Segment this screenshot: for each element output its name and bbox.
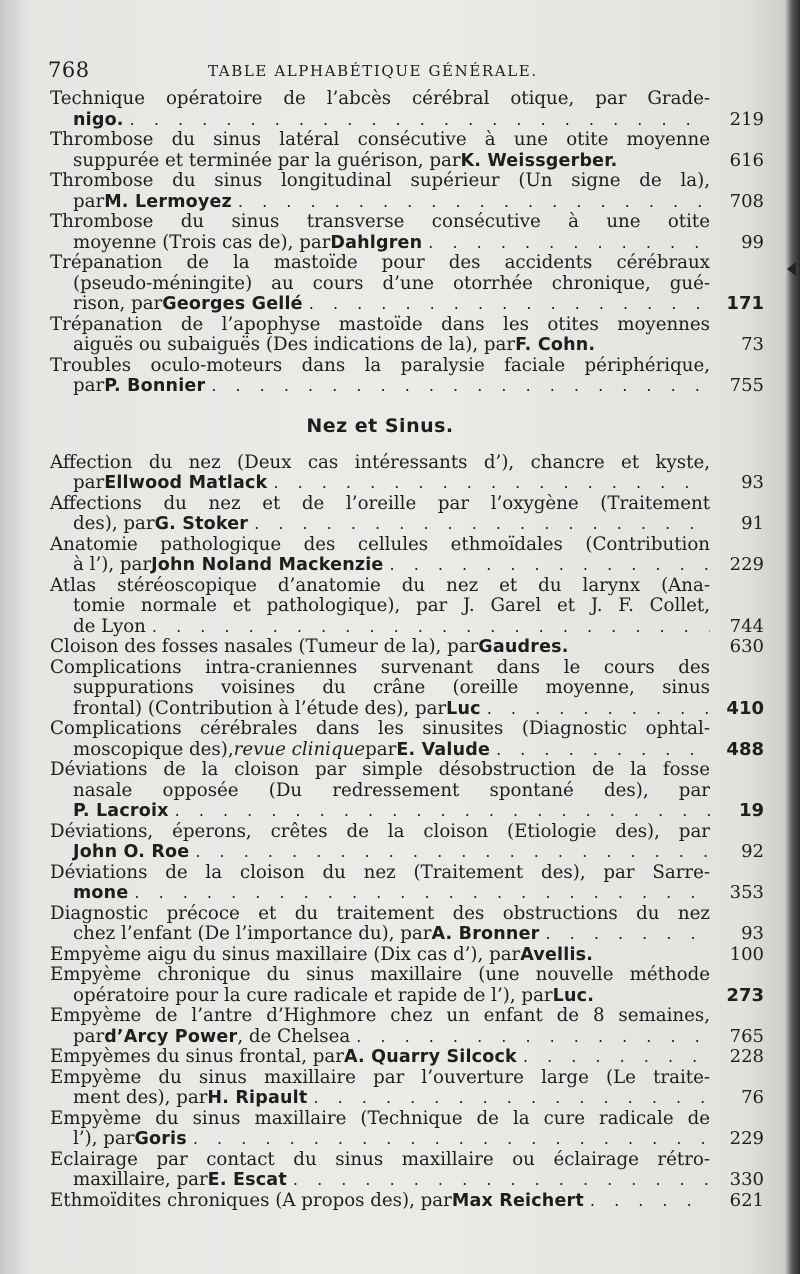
entry-page-number: 219 — [729, 108, 764, 130]
entry-text: aiguës ou subaiguës (Des indications de la), par — [73, 334, 516, 355]
entry-author: Luc — [446, 698, 481, 719]
entry-author: P. Lacroix — [73, 801, 169, 821]
entry-page-number: 92 — [741, 841, 764, 862]
index-entry — [50, 1107, 764, 1150]
entry-author: John Noland Mackenzie — [151, 555, 384, 575]
entry-page-number: 93 — [741, 472, 764, 493]
entry-last-line — [50, 923, 764, 945]
entry-page-number: 616 — [729, 149, 764, 171]
index-entry — [50, 964, 764, 1006]
index-entry — [50, 313, 764, 356]
entry-text: l’), par — [73, 1128, 135, 1149]
dot-leader — [273, 473, 710, 494]
dot-leader — [211, 376, 710, 397]
entry-last-line — [50, 1046, 764, 1068]
entry-author: mone — [73, 883, 129, 903]
index-entry — [50, 451, 764, 494]
entry-line: tomie normale et pathologique), par J. Garel et J. F. Collet, — [73, 595, 710, 616]
entry-text: Ethmoïdites chroniques (A propos des), par — [50, 1189, 452, 1211]
entry-author: E. Valude — [396, 739, 491, 760]
entry-author: A. Bronner — [431, 924, 540, 944]
entry-page-number: 228 — [729, 1046, 764, 1067]
index-entry — [50, 1066, 764, 1109]
entry-page-number: 76 — [741, 1087, 764, 1108]
entry-author: Dahlgren — [330, 232, 423, 253]
section-title: Nez et Sinus. — [306, 414, 454, 437]
entry-line: Anatomie pathologique des cellules ethmoïdales (Contribution — [50, 533, 710, 555]
entry-page-number: 744 — [729, 615, 764, 637]
entry-text: par — [365, 738, 397, 760]
entry-last-line — [50, 636, 764, 658]
entry-text: des), par — [73, 513, 155, 534]
dot-leader — [313, 1088, 710, 1109]
entry-text: maxillaire, par — [73, 1169, 208, 1190]
dot-leader — [309, 294, 710, 315]
entry-page-number: 19 — [738, 800, 764, 821]
entry-page-number: 229 — [729, 554, 764, 575]
entry-last-line — [50, 697, 764, 720]
entry-author: Goris — [134, 1129, 187, 1149]
entry-text: chez l’enfant (De l’importance du), par — [73, 923, 432, 944]
entry-text: par — [73, 1025, 105, 1047]
entry-author: Ellwood Matlack — [104, 473, 268, 493]
entries-nez-et-sinus — [50, 451, 764, 1212]
page-number: 768 — [48, 58, 90, 82]
entry-last-line — [50, 334, 764, 356]
index-entry — [50, 902, 764, 945]
entry-line: Trépanation de la mastoïde pour des accidents cérébraux — [50, 252, 710, 273]
entry-page-number: 171 — [726, 293, 764, 314]
entry-author: E. Escat — [207, 1170, 287, 1190]
index-entry — [50, 354, 764, 397]
entry-last-line — [50, 1189, 764, 1212]
entry-line: Affections du nez et de l’oreille par l’oxygène (Traitement — [50, 492, 710, 514]
index-entry — [50, 943, 764, 966]
entry-last-line — [50, 375, 764, 397]
index-entry — [50, 129, 764, 171]
entry-text: Cloison des fosses nasales (Tumeur de la), par — [50, 636, 479, 657]
entry-author: John O. Roe — [73, 842, 190, 862]
entry-author: P. Bonnier — [104, 376, 206, 396]
page-header — [48, 58, 748, 84]
entry-author: Georges Gellé — [162, 294, 303, 314]
entry-italic: revue clinique — [233, 738, 366, 760]
entry-last-line — [50, 513, 764, 535]
entry-text: Empyème aigu du sinus maxillaire (Dix cas d’), par — [50, 943, 521, 965]
dot-leader — [487, 699, 710, 720]
entry-last-line — [50, 554, 764, 576]
entry-text: par — [73, 190, 105, 212]
entry-last-line — [50, 1169, 764, 1191]
entry-line: nasale opposée (Du redressement spontané des), par — [73, 779, 710, 801]
entry-page-number: 229 — [729, 1128, 764, 1149]
entry-line: Technique opératoire de l’abcès cérébral otique, par Grade- — [50, 88, 710, 109]
entry-page-number: 765 — [729, 1025, 764, 1047]
entry-last-line — [50, 943, 764, 966]
entry-last-line — [50, 231, 764, 254]
entry-author: A. Quarry Silcock — [343, 1047, 517, 1067]
entry-last-line — [50, 738, 764, 761]
entry-last-line — [50, 615, 764, 638]
dot-leader — [523, 1047, 710, 1068]
dot-leader — [134, 883, 710, 904]
entry-author: G. Stoker — [154, 514, 249, 534]
entry-line: Troubles oculo-moteurs dans la paralysie faciale périphérique, — [50, 354, 710, 376]
dot-leader — [238, 192, 710, 213]
entry-page-number: 630 — [729, 636, 764, 657]
entry-author: Max Reichert — [451, 1190, 584, 1211]
entry-last-line — [50, 149, 764, 172]
entry-line: suppurations voisines du crâne (oreille moyenne, sinus — [73, 677, 710, 698]
dot-leader — [545, 924, 710, 945]
dot-leader — [195, 842, 710, 863]
entry-text: opératoire pour la cure radicale et rapide de l’), par — [73, 984, 553, 1006]
entry-line: Diagnostic précoce et du traitement des obstructions du nez — [50, 902, 710, 924]
entry-line: Eclairage par contact du sinus maxillaire ou éclairage rétro- — [50, 1148, 710, 1170]
entry-author: Avellis. — [520, 944, 594, 965]
entry-author: Gaudres. — [478, 637, 569, 657]
dot-leader — [428, 233, 710, 254]
entry-line: Atlas stéréoscopique d’anatomie du nez et du larynx (Ana- — [50, 574, 710, 596]
entry-text: ment des), par — [73, 1087, 208, 1108]
entry-line: Déviations de la cloison par simple désobstruction de la fosse — [50, 759, 710, 780]
index-entry — [50, 1046, 764, 1068]
entry-page-number: 91 — [741, 513, 764, 534]
index-entry — [50, 252, 764, 315]
dot-leader — [390, 555, 710, 576]
entry-last-line — [50, 800, 764, 822]
entry-line: Déviations, éperons, crêtes de la cloison (Etiologie des), par — [50, 820, 710, 842]
entry-text: suppurée et terminée par la guérison, par — [73, 149, 461, 171]
entry-page-number: 488 — [726, 738, 764, 760]
dot-leader — [590, 1191, 710, 1212]
entry-author: nigo. — [73, 109, 124, 130]
index-entries — [50, 88, 764, 1211]
entry-last-line — [50, 108, 764, 131]
entry-last-line — [50, 1128, 764, 1150]
entry-last-line — [50, 841, 764, 863]
entry-last-line — [50, 1025, 764, 1048]
index-entry — [50, 211, 764, 253]
entry-page-number: 93 — [741, 923, 764, 944]
entry-text: , de Chelsea — [237, 1025, 351, 1047]
entry-page-number: 353 — [729, 882, 764, 903]
dot-leader — [293, 1170, 710, 1191]
index-entry — [50, 759, 764, 822]
running-title: TABLE ALPHABÉTIQUE GÉNÉRALE. — [208, 62, 538, 80]
entry-line: Thrombose du sinus transverse consécutive à une otite — [50, 211, 710, 232]
entry-line: Empyème de l’antre d’Highmore chez un enfant de 8 semaines, — [50, 1005, 710, 1026]
entry-line: Empyème du sinus maxillaire par l’ouverture large (Le traite- — [50, 1066, 710, 1088]
entry-page-number: 273 — [726, 984, 764, 1006]
entry-last-line — [50, 190, 764, 213]
entry-last-line — [50, 293, 764, 315]
index-entry — [50, 1148, 764, 1191]
entry-text: moyenne (Trois cas de), par — [73, 231, 331, 253]
page-edge-mark — [787, 262, 796, 276]
entry-line: Déviations de la cloison du nez (Traitement des), par Sarre- — [50, 861, 710, 883]
entry-page-number: 708 — [729, 190, 764, 212]
dot-leader — [496, 740, 710, 761]
entry-line: Empyème chronique du sinus maxillaire (une nouvelle méthode — [50, 964, 710, 985]
entry-page-number: 621 — [729, 1189, 764, 1211]
index-entry — [50, 492, 764, 535]
entry-author: H. Ripault — [207, 1088, 308, 1108]
entry-last-line — [50, 1087, 764, 1109]
index-entry — [50, 718, 764, 760]
entry-line: Affection du nez (Deux cas intéressants d’), chancre et kyste, — [50, 451, 710, 473]
entry-author: F. Cohn. — [515, 335, 596, 355]
entry-author: d’Arcy Power — [104, 1026, 238, 1047]
dot-leader — [152, 617, 710, 638]
index-entry — [50, 1005, 764, 1047]
entry-text: par — [73, 472, 105, 493]
entry-page-number: 330 — [729, 1169, 764, 1190]
entry-text: moscopique des), — [73, 738, 234, 760]
dot-leader — [193, 1129, 710, 1150]
dot-leader — [356, 1027, 710, 1048]
entry-text: rison, par — [73, 293, 163, 314]
entry-text: Empyèmes du sinus frontal, par — [50, 1046, 344, 1067]
entry-page-number: 100 — [729, 943, 764, 965]
entry-line: Trépanation de l’apophyse mastoïde dans les otites moyennes — [50, 313, 710, 335]
entry-page-number: 755 — [729, 375, 764, 396]
entry-last-line — [50, 882, 764, 904]
index-entry — [50, 861, 764, 904]
index-entry — [50, 820, 764, 863]
entry-last-line — [50, 984, 764, 1007]
entries-before-section — [50, 88, 764, 397]
entry-page-number: 410 — [726, 697, 764, 719]
dot-leader — [130, 110, 710, 131]
entry-line: Empyème du sinus maxillaire (Technique de la cure radicale de — [50, 1107, 710, 1129]
entry-line: (pseudo-méningite) au cours d’une otorrhée chronique, gué- — [73, 272, 710, 294]
index-entry — [50, 574, 764, 638]
entry-page-number: 99 — [741, 231, 764, 253]
entry-last-line — [50, 472, 764, 494]
dot-leader — [254, 514, 710, 535]
entry-author: Luc. — [552, 985, 595, 1006]
entry-line: Thrombose du sinus latéral consécutive à une otite moyenne — [50, 129, 710, 150]
index-entry — [50, 1189, 764, 1212]
index-entry — [50, 88, 764, 130]
index-entry — [50, 533, 764, 576]
index-entry — [50, 636, 764, 658]
entry-author: K. Weissgerber. — [460, 150, 618, 171]
index-entry — [50, 170, 764, 212]
entry-page-number: 73 — [741, 334, 764, 355]
entry-line: Complications intra-craniennes survenant dans le cours des — [50, 656, 710, 678]
entry-text: par — [73, 375, 105, 396]
entry-author: M. Lermoyez — [104, 191, 232, 212]
entry-text: de Lyon — [73, 615, 146, 637]
index-entry — [50, 656, 764, 720]
entry-text: frontal) (Contribution à l’étude des), par — [73, 697, 447, 719]
dot-leader — [175, 801, 710, 822]
entry-text: à l’), par — [73, 554, 152, 575]
entry-line: Complications cérébrales dans les sinusites (Diagnostic ophtal- — [50, 718, 710, 739]
entry-line: Thrombose du sinus longitudinal supérieur (Un signe de la), — [50, 170, 710, 191]
